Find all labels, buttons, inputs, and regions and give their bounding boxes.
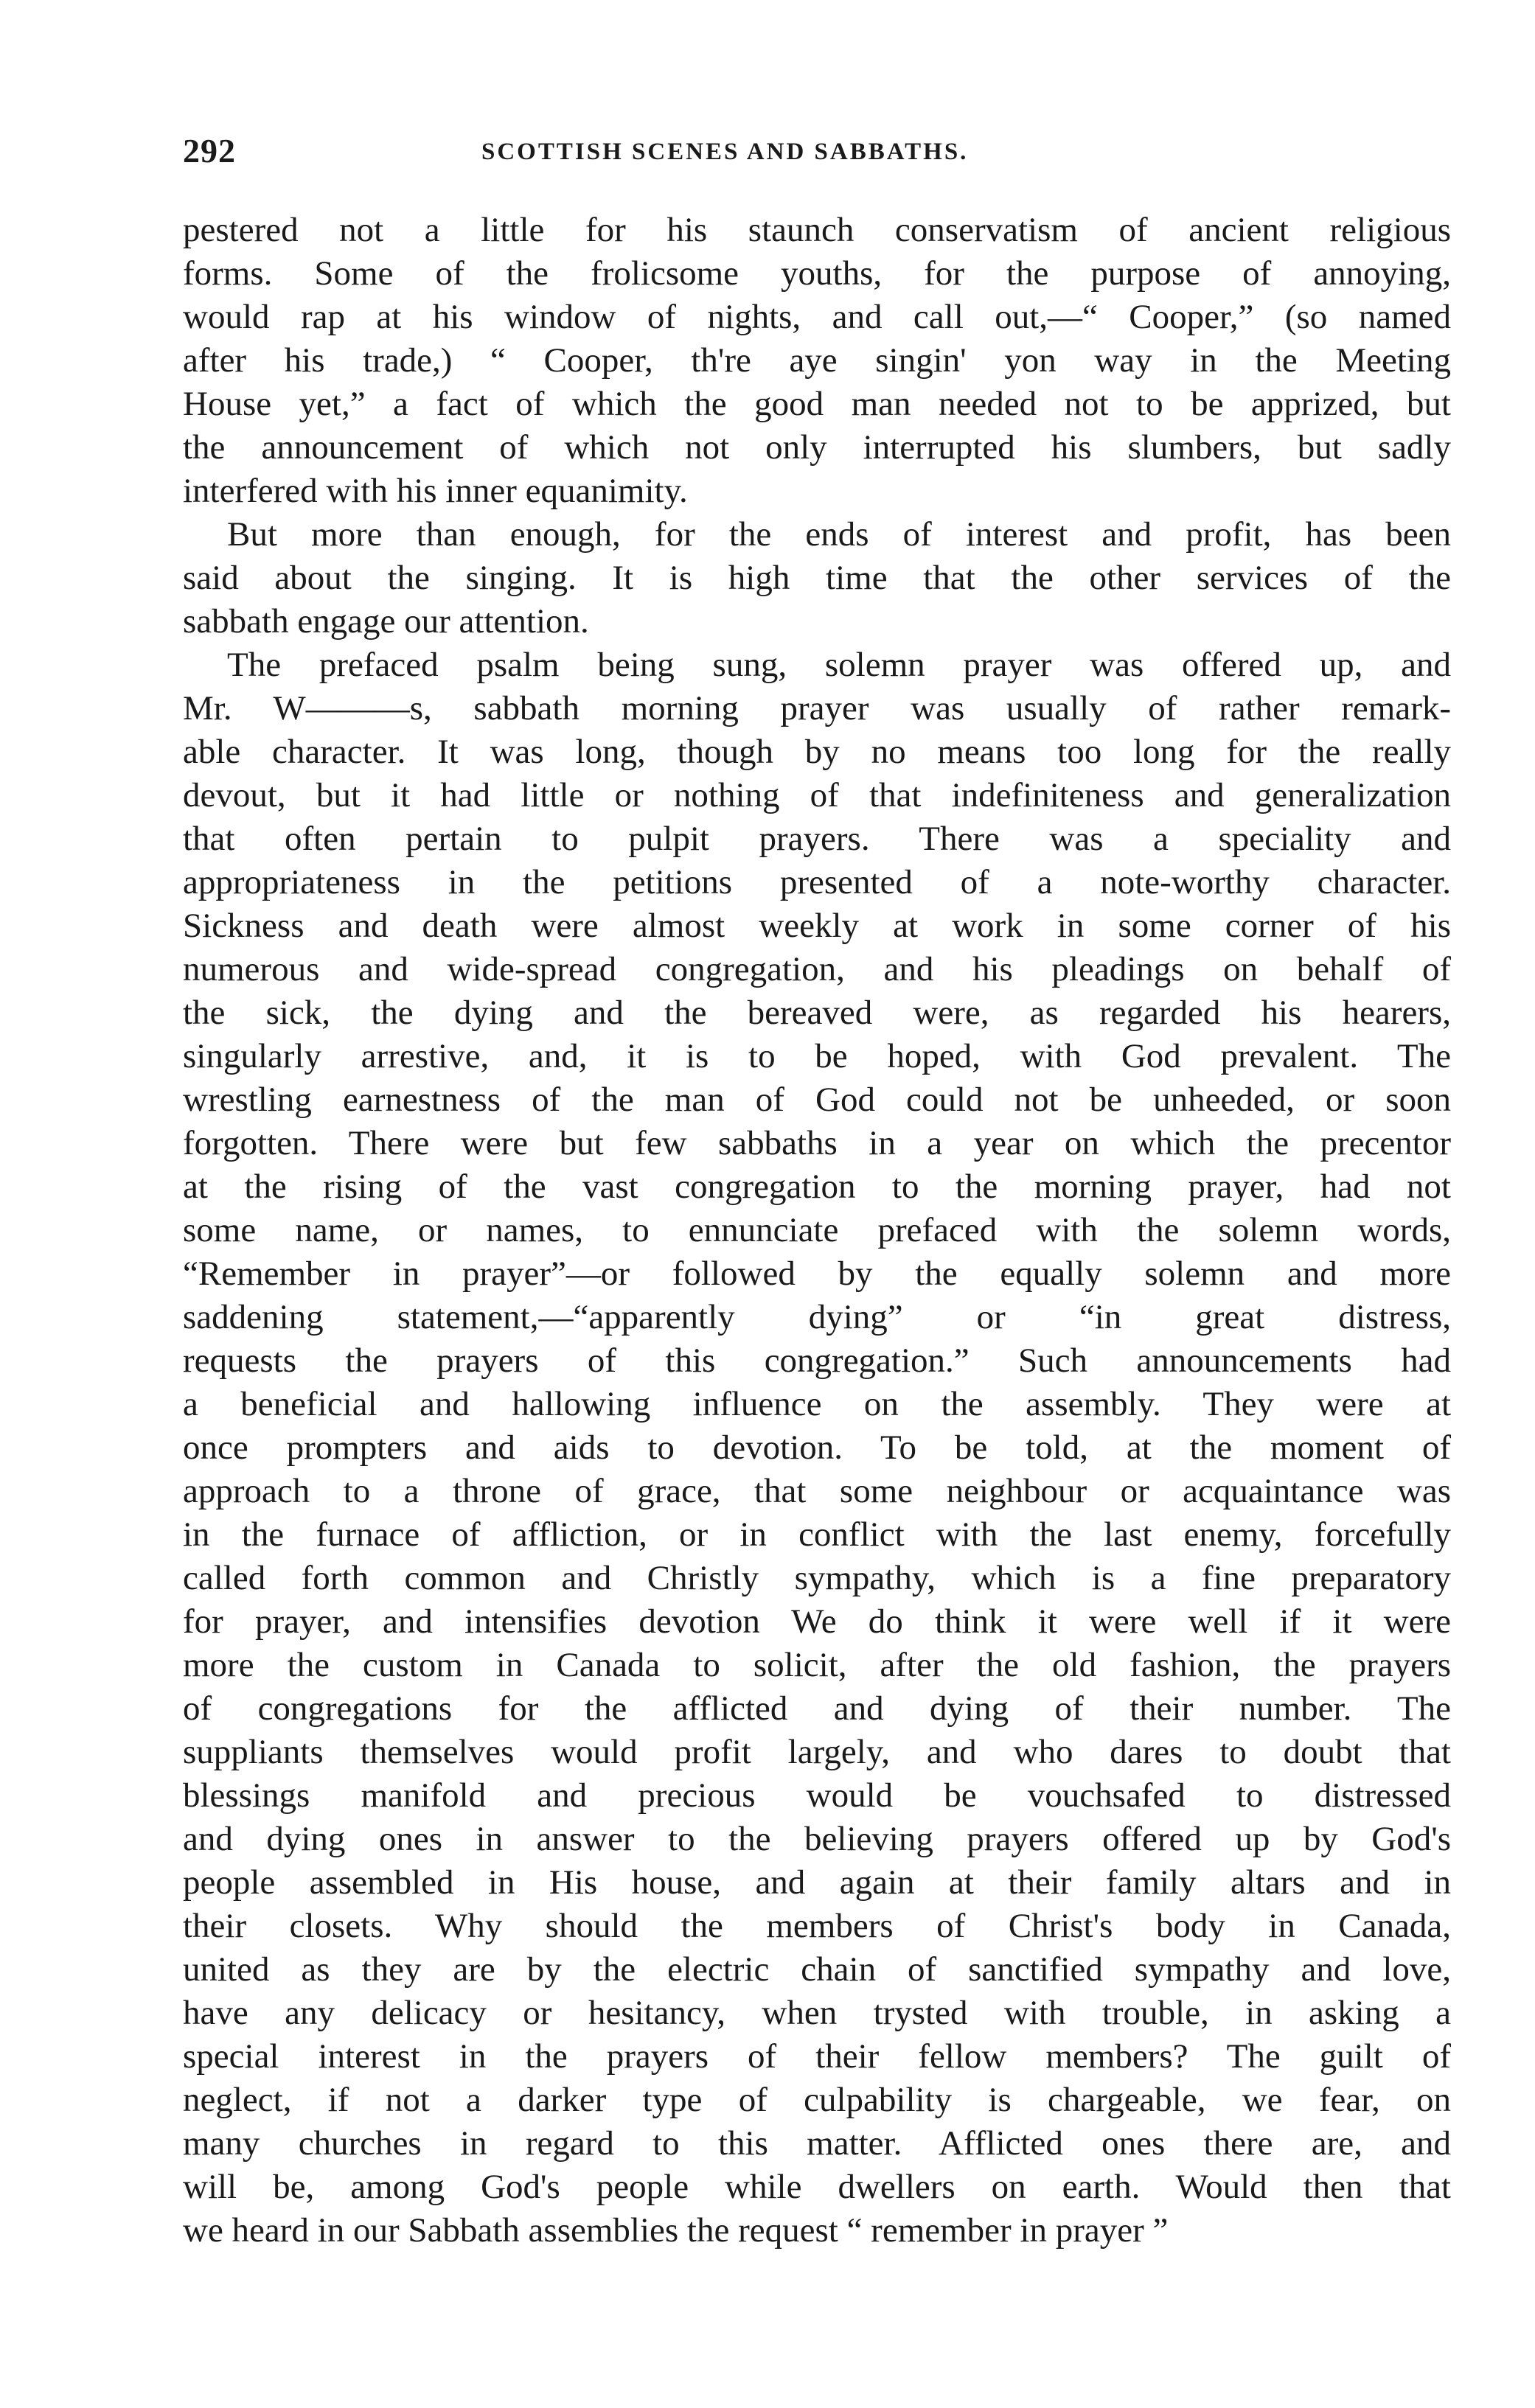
text-line: special interest in the prayers of their fellow members? The guilt of — [183, 2037, 1451, 2076]
text-line: House yet,” a fact of which the good man needed not to be apprized, but — [183, 385, 1451, 423]
text-line: more the custom in Canada to solicit, after the old fashion, the prayers — [183, 1646, 1451, 1684]
text-line: devout, but it had little or nothing of that indefiniteness and generalization — [183, 776, 1451, 814]
text-line: for prayer, and intensifies devotion We do think it were well if it were — [183, 1602, 1451, 1641]
text-line: that often pertain to pulpit prayers. There was a speciality and — [183, 820, 1451, 858]
text-line: would rap at his window of nights, and call out,—“ Cooper,” (so named — [183, 298, 1451, 336]
text-line: and dying ones in answer to the believing prayers offered up by God's — [183, 1820, 1451, 1858]
text-line: saddening statement,—“apparently dying” or “in great distress, — [183, 1298, 1451, 1336]
text-line: the sick, the dying and the bereaved were, as regarded his hearers, — [183, 994, 1451, 1032]
text-line: numerous and wide-spread congregation, and his pleadings on behalf of — [183, 950, 1451, 988]
text-line: will be, among God's people while dwellers on earth. Would then that — [183, 2168, 1451, 2206]
text-line: some name, or names, to ennunciate prefaced with the solemn words, — [183, 1211, 1451, 1249]
text-line: of congregations for the afflicted and dying of their number. The — [183, 1689, 1451, 1728]
running-head — [183, 131, 1451, 183]
text-line: many churches in regard to this matter. Afflicted ones there are, and — [183, 2124, 1451, 2163]
text-line: wrestling earnestness of the man of God could not be unheeded, or soon — [183, 1081, 1451, 1119]
text-line: neglect, if not a darker type of culpability is chargeable, we fear, on — [183, 2081, 1451, 2119]
page-number: 292 — [183, 132, 236, 170]
text-line: have any delicacy or hesitancy, when trysted with trouble, in asking a — [183, 1994, 1451, 2032]
text-line: the announcement of which not only interrupted his slumbers, but sadly — [183, 428, 1451, 467]
text-line: singularly arrestive, and, it is to be hoped, with God prevalent. The — [183, 1037, 1451, 1075]
text-line: forgotten. There were but few sabbaths in a year on which the precentor — [183, 1124, 1451, 1162]
text-line: interfered with his inner equanimity. — [183, 472, 688, 510]
text-line: united as they are by the electric chain of sanctified sympathy and love, — [183, 1950, 1451, 1989]
text-line: The prefaced psalm being sung, solemn prayer was offered up, and — [227, 646, 1451, 684]
text-line: a beneficial and hallowing influence on the assembly. They were at — [183, 1385, 1451, 1423]
text-line: once prompters and aids to devotion. To be told, at the moment of — [183, 1428, 1451, 1467]
text-line: after his trade,) “ Cooper, th're aye singin' yon way in the Meeting — [183, 341, 1451, 380]
text-line: forms. Some of the frolicsome youths, for the purpose of annoying, — [183, 254, 1451, 293]
text-line: requests the prayers of this congregation.” Such announcements had — [183, 1341, 1451, 1380]
text-line: pestered not a little for his staunch conservatism of ancient religious — [183, 211, 1451, 249]
text-line: called forth common and Christly sympathy, which is a fine preparatory — [183, 1559, 1451, 1597]
text-line: their closets. Why should the members of Christ's body in Canada, — [183, 1907, 1451, 1945]
text-line: in the furnace of affliction, or in conflict with the last enemy, forcefully — [183, 1515, 1451, 1554]
text-line: sabbath engage our attention. — [183, 602, 589, 641]
text-line: suppliants themselves would profit largely, and who dares to doubt that — [183, 1733, 1451, 1771]
text-line: “Remember in prayer”—or followed by the equally solemn and more — [183, 1254, 1451, 1293]
text-line: we heard in our Sabbath assemblies the request “ remember in prayer ” — [183, 2211, 1169, 2250]
text-line: Mr. W———s, sabbath morning prayer was usually of rather remark- — [183, 689, 1451, 727]
running-title: SCOTTISH SCENES AND SABBATHS. — [481, 139, 969, 165]
body-text — [183, 209, 1451, 2252]
text-line: blessings manifold and precious would be vouchsafed to distressed — [183, 1776, 1451, 1815]
text-line: appropriateness in the petitions presented of a note-worthy character. — [183, 863, 1451, 901]
text-line: at the rising of the vast congregation to the morning prayer, had not — [183, 1168, 1451, 1206]
text-line: approach to a throne of grace, that some neighbour or acquaintance was — [183, 1472, 1451, 1510]
text-line: Sickness and death were almost weekly at work in some corner of his — [183, 907, 1451, 945]
text-line: able character. It was long, though by no means too long for the really — [183, 733, 1451, 771]
text-line: said about the singing. It is high time that the other services of the — [183, 559, 1451, 597]
text-line: But more than enough, for the ends of interest and profit, has been — [227, 515, 1451, 554]
text-line: people assembled in His house, and again at their family altars and in — [183, 1863, 1451, 1902]
